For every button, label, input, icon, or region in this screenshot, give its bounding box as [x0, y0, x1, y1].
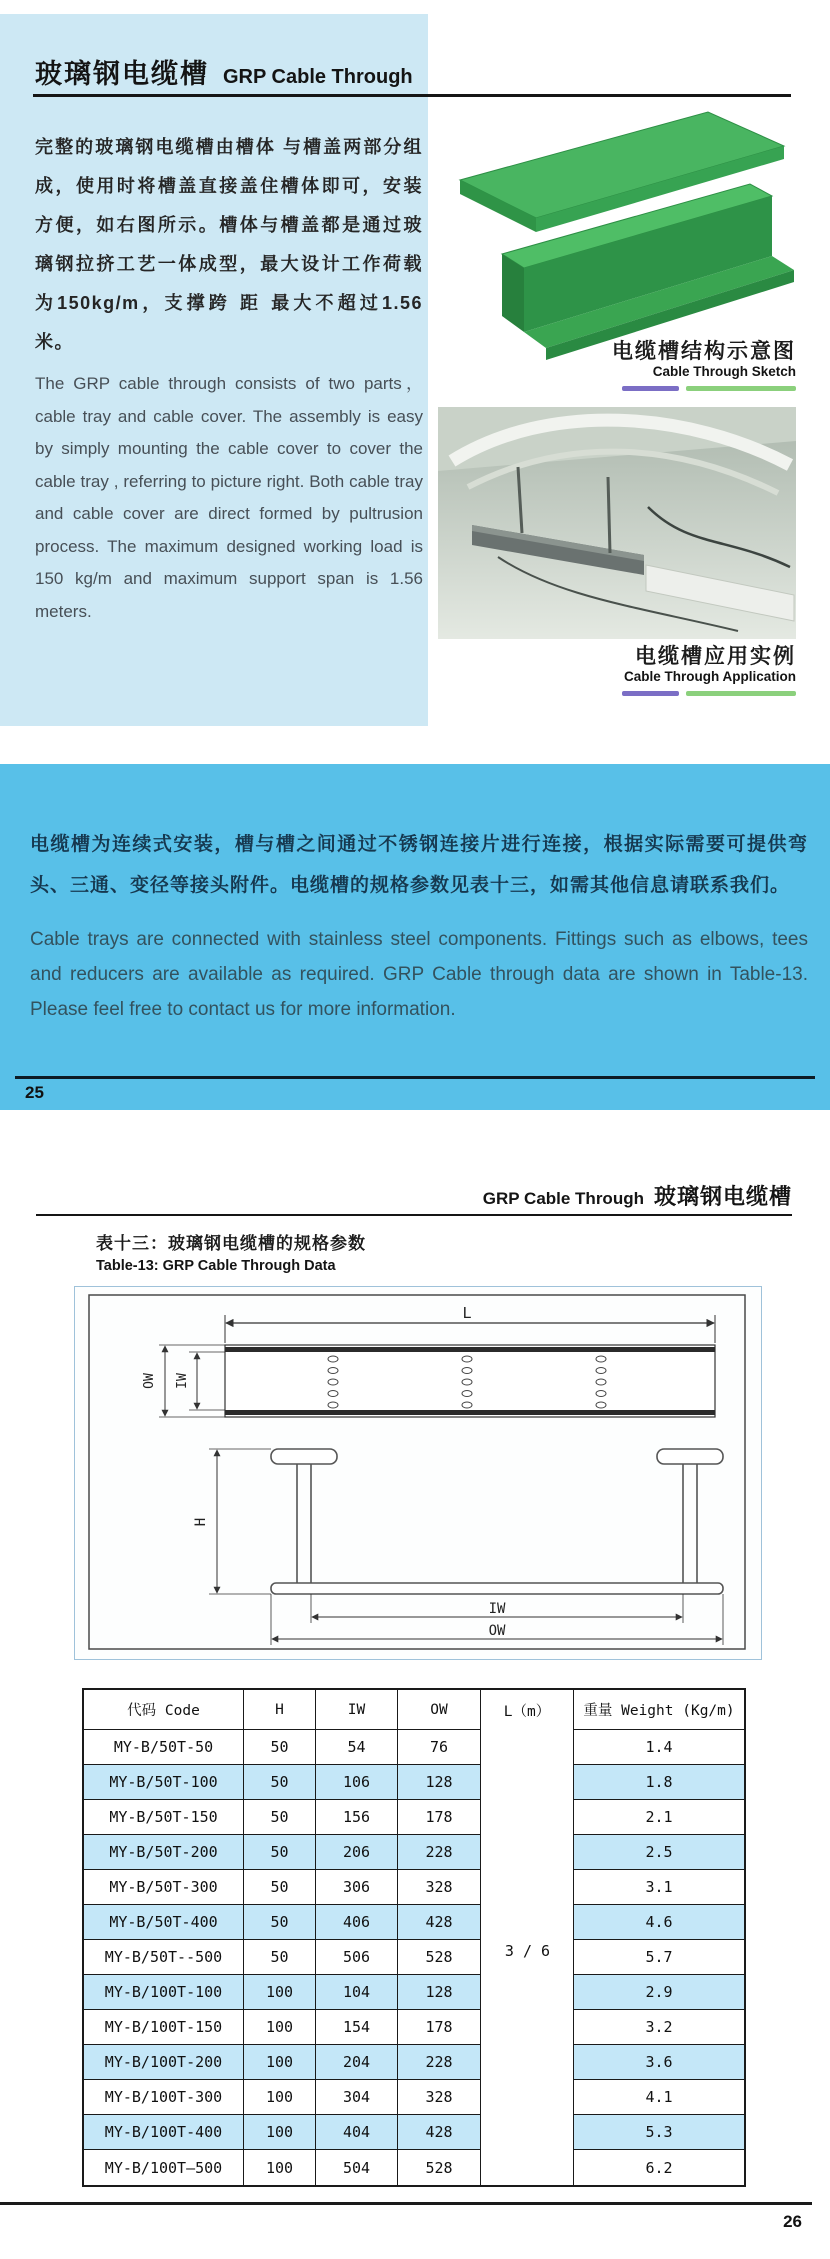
table-cell: MY-B/50T--500 — [84, 1940, 244, 1975]
table-cell: 306 — [316, 1870, 398, 1905]
page-number-26: 26 — [783, 2212, 802, 2231]
table-cell: 100 — [244, 2010, 316, 2045]
dim-label-IW-side: IW — [175, 1373, 190, 1389]
page-number-25: 25 — [25, 1083, 44, 1102]
table-cell: 4.6 — [574, 1905, 744, 1940]
table-row — [84, 1975, 744, 2010]
table-cell: 156 — [316, 1800, 398, 1835]
header-h: H — [244, 1690, 316, 1730]
band-footer-rule — [15, 1076, 815, 1079]
table-cell: 3.1 — [574, 1870, 744, 1905]
page2-header-zh: 玻璃钢电缆槽 — [653, 1184, 792, 1209]
l-column-cell — [481, 2115, 574, 2150]
table-cell: MY-B/100T-100 — [84, 1975, 244, 2010]
header-ow: OW — [398, 1690, 481, 1730]
table-cell: 1.4 — [574, 1730, 744, 1765]
table-cell: MY-B/100T-150 — [84, 2010, 244, 2045]
page-title-zh: 玻璃钢电缆槽 — [35, 59, 209, 89]
table-cell: MY-B/100T-300 — [84, 2080, 244, 2115]
table-cell: 50 — [244, 1730, 316, 1765]
table-cell: 128 — [398, 1975, 481, 2010]
table-cell: 106 — [316, 1765, 398, 1800]
table-cell: 50 — [244, 1765, 316, 1800]
table-cell: 504 — [316, 2150, 398, 2185]
page-title — [35, 52, 413, 91]
table-cell: 76 — [398, 1730, 481, 1765]
l-column-cell — [481, 2080, 574, 2115]
table-cell: MY-B/50T-50 — [84, 1730, 244, 1765]
band-paragraph-zh: 电缆槽为连续式安装，槽与槽之间通过不锈钢连接片进行连接，根据实际需要可提供弯头、三通、变径等接头附件。电缆槽的规格参数见表十三，如需其他信息请联系我们。 — [30, 834, 808, 896]
dim-label-OW-side: OW — [142, 1373, 157, 1389]
header-code: 代码 Code — [84, 1690, 244, 1730]
table-caption-zh: 表十三：玻璃钢电缆槽的规格参数 — [96, 1234, 366, 1253]
table-cell: 54 — [316, 1730, 398, 1765]
table-cell: MY-B/50T-150 — [84, 1800, 244, 1835]
table-cell: 506 — [316, 1940, 398, 1975]
table-cell: 528 — [398, 2150, 481, 2185]
table-cell: 428 — [398, 2115, 481, 2150]
l-column-cell — [481, 1730, 574, 1765]
l-column-cell — [481, 1905, 574, 1940]
l-column-cell — [481, 1870, 574, 1905]
table-cell: 2.1 — [574, 1800, 744, 1835]
spec-table-rows — [84, 1730, 744, 2185]
page2-footer-rule — [0, 2202, 812, 2205]
table-row — [84, 1730, 744, 1765]
table-cell: 228 — [398, 1835, 481, 1870]
page-title-en: GRP Cable Through — [223, 66, 413, 88]
table-cell: 406 — [316, 1905, 398, 1940]
figure2-caption-zh: 电缆槽应用实例 — [635, 645, 796, 668]
dim-label-H: H — [193, 1517, 209, 1527]
table-cell: 328 — [398, 1870, 481, 1905]
l-column-cell — [481, 2150, 574, 2185]
table-cell: 3.2 — [574, 2010, 744, 2045]
table-cell: 50 — [244, 1870, 316, 1905]
header-weight: 重量 Weight (Kg/m) — [574, 1690, 744, 1730]
table-cell: MY-B/50T-300 — [84, 1870, 244, 1905]
dimension-diagram — [74, 1286, 762, 1660]
l-shared-value: 3 / 6 — [504, 1942, 551, 1960]
table-row — [84, 2010, 744, 2045]
header-l: L（m） — [481, 1690, 574, 1730]
table-cell: 50 — [244, 1835, 316, 1870]
dim-label-L: L — [462, 1304, 472, 1322]
l-column-cell — [481, 1765, 574, 1800]
table-cell: 328 — [398, 2080, 481, 2115]
table-row — [84, 2080, 744, 2115]
figure2-caption — [622, 645, 796, 696]
table-cell: 178 — [398, 2010, 481, 2045]
figure2-caption-en: Cable Through Application — [624, 669, 796, 684]
l-column-cell — [481, 1835, 574, 1870]
table-row — [84, 2115, 744, 2150]
table-cell: MY-B/50T-200 — [84, 1835, 244, 1870]
table-cell: 3.6 — [574, 2045, 744, 2080]
table-cell: MY-B/50T-400 — [84, 1905, 244, 1940]
table-cell: MY-B/100T-400 — [84, 2115, 244, 2150]
table-cell: 178 — [398, 1800, 481, 1835]
table-row — [84, 1765, 744, 1800]
figure1-caption-zh: 电缆槽结构示意图 — [612, 340, 796, 363]
header-iw: IW — [316, 1690, 398, 1730]
green-bar — [686, 386, 796, 391]
l-column-cell — [481, 1800, 574, 1835]
purple-bar — [622, 691, 679, 696]
spec-table — [82, 1688, 746, 2187]
band-paragraph-en: Cable trays are connected with stainless steel components. Fittings such as elbows, tees and reducers are available as required. GRP Cable through data are shown in Table-13. Please feel free to contact us for more information. — [30, 929, 808, 1020]
table-cell: 404 — [316, 2115, 398, 2150]
dim-label-OW-bottom: OW — [488, 1623, 506, 1639]
table-cell: 4.1 — [574, 2080, 744, 2115]
l-column-cell — [481, 2045, 574, 2080]
table-cell: 100 — [244, 2080, 316, 2115]
table-cell: 204 — [316, 2045, 398, 2080]
table-cell: MY-B/50T-100 — [84, 1765, 244, 1800]
table-cell: 100 — [244, 1975, 316, 2010]
table-cell: 206 — [316, 1835, 398, 1870]
cable-tray-sketch-image — [438, 96, 796, 362]
table-cell: 528 — [398, 1940, 481, 1975]
figure1-caption — [612, 340, 796, 391]
table-row — [84, 1870, 744, 1905]
purple-bar — [622, 386, 679, 391]
dim-label-IW-bottom: IW — [488, 1601, 506, 1617]
figure1-caption-en: Cable Through Sketch — [652, 364, 796, 379]
l-column-cell — [481, 2010, 574, 2045]
table-cell: 304 — [316, 2080, 398, 2115]
table-caption — [96, 1232, 366, 1276]
table-cell: 2.5 — [574, 1835, 744, 1870]
l-column-cell — [481, 1975, 574, 2010]
table-row — [84, 1905, 744, 1940]
table-row — [84, 1835, 744, 1870]
table-cell: 50 — [244, 1905, 316, 1940]
table-cell: 104 — [316, 1975, 398, 2010]
table-cell: 5.3 — [574, 2115, 744, 2150]
cable-tray-application-photo — [438, 407, 796, 639]
page2-header — [483, 1180, 792, 1211]
table-cell: 100 — [244, 2115, 316, 2150]
table-cell: 5.7 — [574, 1940, 744, 1975]
table-cell: 100 — [244, 2045, 316, 2080]
table-cell: 1.8 — [574, 1765, 744, 1800]
caption-underline — [622, 691, 796, 696]
table-row — [84, 1940, 744, 1975]
intro-paragraph-en: The GRP cable through consists of two parts，cable tray and cable cover. The assembly is easy by simply mounting the cable cover to cover the cable tray , referring to picture right. Both cable tray and cable cover are direct formed by pultrusion process. The maximum designed working load is 150 kg/m and maximum support span is 1.56 meters. — [35, 374, 423, 621]
table-cell: 50 — [244, 1800, 316, 1835]
table-caption-en: Table-13: GRP Cable Through Data — [96, 1258, 336, 1274]
table-cell: 50 — [244, 1940, 316, 1975]
table-header-row — [84, 1690, 744, 1730]
table-row — [84, 2150, 744, 2185]
table-cell: 2.9 — [574, 1975, 744, 2010]
table-cell: MY-B/100T—500 — [84, 2150, 244, 2185]
table-cell: 154 — [316, 2010, 398, 2045]
table-cell: 128 — [398, 1765, 481, 1800]
table-cell: MY-B/100T-200 — [84, 2045, 244, 2080]
caption-underline — [612, 386, 796, 391]
green-bar — [686, 691, 796, 696]
page2-header-en: GRP Cable Through — [482, 1189, 644, 1208]
page2-header-rule — [36, 1214, 792, 1216]
intro-paragraph-zh: 完整的玻璃钢电缆槽由槽体 与槽盖两部分组成，使用时将槽盖直接盖住槽体即可，安装方便，如右图所示。槽体与槽盖都是通过玻璃钢拉挤工艺一体成型，最大设计工作荷载为150kg/m，支撑跨 距 最大不超过1.56米。 — [35, 137, 423, 352]
table-cell: 100 — [244, 2150, 316, 2185]
table-cell: 428 — [398, 1905, 481, 1940]
table-cell: 228 — [398, 2045, 481, 2080]
table-row — [84, 1800, 744, 1835]
table-row — [84, 2045, 744, 2080]
table-cell: 6.2 — [574, 2150, 744, 2185]
